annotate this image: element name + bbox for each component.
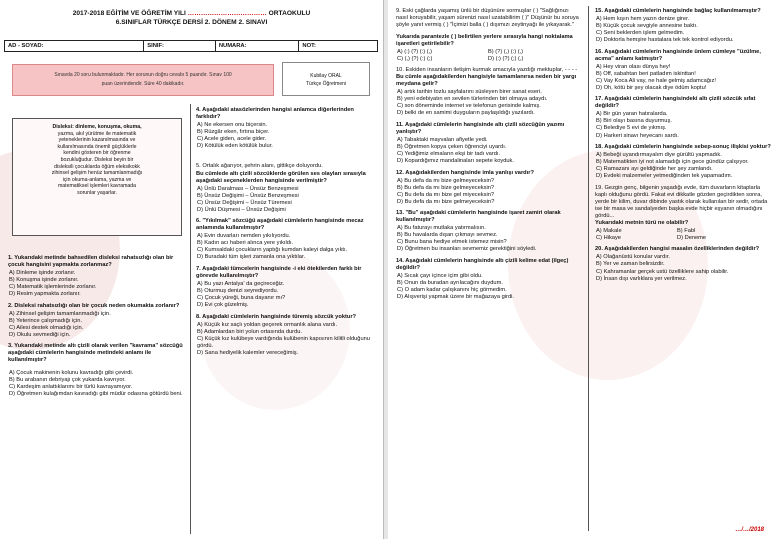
q3-option-a[interactable]: A) Çocuk makinenin kolunu kavradığı gibi çevirdi. [9, 369, 134, 376]
passage-line: kendini gösteren bir öğrenme [63, 150, 131, 157]
question-13: 13. "Bu" aşağıdaki cümlelerin hangisinde işaret zamiri olarak kullanılmıştır? [396, 210, 561, 224]
q18-option-c[interactable]: C) Ramazanı ayı geldiğinde her şey zamlandı. [596, 166, 713, 173]
q17-option-b[interactable]: B) Biri olayı basına duyurmuş. [596, 118, 672, 125]
question-20: 20. Aşağıdakilerden hangisi masalın özelliklerinden değildir? [595, 246, 760, 253]
exam-page-1 [0, 0, 384, 539]
instructions-box [12, 64, 274, 96]
q9-option-b[interactable]: B) (?) (,) (:) (,) [488, 48, 524, 55]
q19-option-b[interactable]: B) Fabl [677, 227, 696, 234]
passage-line: zihinsel gelişim henüz tamamlanmadığı [51, 170, 143, 177]
school-year: 2017-2018 EĞİTİM VE ÖĞRETİM YILI [72, 10, 186, 17]
school-name-blank: ……………………………… [187, 10, 267, 17]
instructions-line2: puan üzerindendir. Süre 40 dakikadır. [101, 81, 185, 87]
q1-option-a[interactable]: A) Dinleme işinde zorlanır. [9, 270, 76, 277]
q14-option-a[interactable]: A) Sıcak çayı içince içim gibi oldu. [397, 272, 483, 279]
question-1: 1. Yukarıdaki metinde bahsedilen disleksi rahatsızlığı olan bir çocuk hangisini yapmakta zorlanmaz? [8, 255, 174, 269]
q6-option-d[interactable]: D) Buradaki tüm işleri zamanla ona yıktılar. [197, 254, 306, 261]
q10-option-a[interactable]: A) artık tarihin tozlu sayfalarını süsleyen birer sanat eseri. [397, 89, 542, 96]
q7-option-b[interactable]: B) Oturmuş denizi seyrediyordu. [197, 287, 279, 294]
q19-option-a[interactable]: A) Makale [596, 227, 622, 234]
student-info-row [4, 40, 378, 52]
q7-option-d[interactable]: D) Evi çok güzelmiş. [197, 302, 249, 309]
number-field[interactable]: NUMARA: [216, 41, 300, 51]
q19-option-d[interactable]: D) Deneme [677, 234, 707, 241]
teacher-name: Kubilay ORAL [310, 73, 342, 79]
question-18: 18. Aşağıdaki cümlelerin hangisinde sebep-sonuç ilişkisi yoktur? [595, 143, 771, 150]
q17-option-c[interactable]: C) Belediye 5 evi de yıkmış. [596, 125, 667, 132]
q15-option-c[interactable]: C) Seni beklerden işlem gelmedim. [596, 30, 685, 37]
q17-option-d[interactable]: D) Harkeri sinavı heyecanı sardı. [596, 132, 679, 139]
question-19: Yukarıdaki metnin türü ne olabilir? [595, 219, 689, 226]
q12-option-a[interactable]: A) Bu defa da mı bize gelmeyeceksin? [397, 177, 495, 184]
q5-option-b[interactable]: B) Ünsüz Değişimi – Ünsüz Benzeşmesi [197, 192, 299, 199]
q4-option-a[interactable]: A) Ne ekersen onu biçersin. [197, 122, 268, 129]
question-10-intro: 10. Eskiden insanların iletişim kurmak amacıyla yazdığı mektuplar, - - - - [396, 67, 578, 74]
q18-option-b[interactable]: B) Matematikten iyi not alamadığı için gece gündüz çalışıyor. [596, 159, 749, 166]
q20-option-b[interactable]: B) Yer ve zaman belirsizdir. [596, 261, 665, 268]
passage-line: Disleksi: dinleme, konuşma, okuma, [52, 124, 142, 130]
question-15: 15. Aşağıdaki cümlelerin hangisinde bağlaç kullanılmamıştır? [595, 8, 761, 14]
q16-option-d[interactable]: D) Oh, kötü bir şey olacak diye ödüm koptu! [596, 84, 707, 91]
q6-option-c[interactable]: C) Kumsaldaki çocukların yaptığı kumdan kaleyi dalga yıktı. [197, 247, 348, 254]
question-14: 14. Aşağıdaki cümlelerin hangisinde altı çizili kelime edat (ilgeç) değildir? [396, 257, 569, 271]
questions-column-left [396, 8, 582, 301]
exam-page-2 [388, 0, 778, 539]
q16-option-b[interactable]: B) Off, sabahtan beri patladım iskinttan! [596, 70, 696, 77]
class-field[interactable]: SINIF: [144, 41, 216, 51]
q4-option-b[interactable]: B) Rüzgâr eken, fırtına biçer. [197, 129, 270, 136]
questions-column-right [196, 107, 376, 357]
q13-option-c[interactable]: C) Bunu bana hediye etmek istemez misin? [397, 239, 507, 246]
q2-option-d[interactable]: D) Okulu sevmediği için. [9, 331, 71, 338]
q11-option-c[interactable]: C) Yediğimiz elmaların ekşi bir tadı vardı. [397, 151, 501, 158]
q5-option-a[interactable]: A) Ünlü Daralması – Ünsüz Benzeşmesi [197, 185, 299, 192]
questions-column-right [595, 8, 771, 283]
question-4: 4. Aşağıdaki atasözlerinden hangisi anlamca diğerlerinden farklıdır? [196, 107, 354, 121]
q14-option-d[interactable]: D) Alışverişi yapmak üzere bir mağazaya girdi. [397, 294, 514, 301]
question-3: 3. Yukarıdaki metinde altı çizili olarak verilen "kavrama" sözcüğü aşağıdaki cümlelerin hangisinde metindeki anlamı ile kullanılmıştır? [8, 343, 183, 364]
question-17: 17. Aşağıdaki cümlelerin hangisindeki altı çizili sözcük sıfat değildir? [595, 96, 756, 110]
q8-option-c[interactable]: C) Küçük kız kulübeye vardığında kulübenin kapısının kilitli olduğunu gördü. [197, 335, 370, 349]
question-19-intro: 19. Gezgin genç, bilgenin yaşadığı evde, tüm duvarların kitaplarla kaplı olduğunu gördü. Fakat evi dikkatle gözden geçirdikten sonra, yerde bir kilim, duvar dibinde yastık olarak kullanılan bir sedir, ortada ise bir masa ve sandalyeden başka evde hiçbir eşyanın olmadığını gördü... [595, 184, 768, 219]
q18-option-d[interactable]: D) Evdeki malzemeler yetmediğinden tek yapamadım. [596, 173, 733, 180]
passage-line: yazma, akıl yürütme ile matematik [57, 130, 137, 137]
q14-option-c[interactable]: C) O adam kadar çalışkanını hiç görmedim. [397, 286, 507, 293]
q2-option-a[interactable]: A) Zihinsel gelişim tamamlanmadığı için. [9, 310, 111, 317]
instructions-line1: Sınavda 20 soru bulunmaktadır. Her sorunun doğru cevabı 5 puandır. Sınav 100 [54, 72, 232, 78]
q1-option-d[interactable]: D) Resim yapmakta zorlanır. [9, 291, 81, 298]
q2-option-c[interactable]: C) Ailesi destek olmadığı için. [9, 324, 84, 331]
q4-option-d[interactable]: D) Kötülük eden kötülük bulur. [197, 143, 273, 150]
question-12: 12. Aşağıdakilerden hangisinde imla yanlışı vardır? [396, 169, 534, 176]
q16-option-c[interactable]: C) Vay Koca Ali vay, ne hale gelmiş adamcağız! [596, 77, 716, 84]
q17-option-a[interactable]: A) Bir gün yaran hatıralarda. [596, 111, 668, 118]
q20-option-c[interactable]: C) Kahramanlar gerçek ustü özelliklere sahip olabilir. [596, 268, 729, 275]
q1-option-b[interactable]: B) Konuşma işinde zorlanır. [9, 277, 79, 284]
q13-option-a[interactable]: A) Bu faturayı mutlaka yatırmalısın. [397, 225, 486, 232]
question-2: 2. Disleksi rahatsızlığı olan bir çocuk neden okumakta zorlanır? [8, 302, 180, 309]
q11-option-a[interactable]: A) Tabaktaki mayvaları afiyetle yedi. [397, 136, 488, 143]
q19-options-row1 [595, 228, 771, 235]
q9-options-row2 [396, 56, 582, 63]
passage-line: disleksili çocuklarda öğüm eleksikokk [54, 163, 140, 170]
reading-passage [12, 118, 182, 236]
q3-option-c[interactable]: C) Kardeşim anlattıklarımı bir türlü kavrayamıyor. [9, 383, 133, 390]
passage-line: matematiksel işlemleri kavramada [57, 183, 137, 190]
q6-option-b[interactable]: B) Kadın acı haberi alınca yere yıkıldı. [197, 240, 294, 247]
q19-options-row2 [595, 235, 771, 242]
q12-option-c[interactable]: C) Bu defa da mı bize gel miyeceksin? [397, 191, 495, 198]
q8-option-d[interactable]: D) Sana hediyelik kalemler vereceğimiş. [197, 349, 299, 356]
q13-option-b[interactable]: B) Bu havalarda dışarı çıkmayı sevmez. [397, 232, 498, 239]
passage-line: için okuma-anlama, yazma ve [62, 176, 132, 183]
column-divider [588, 6, 589, 531]
q12-option-b[interactable]: B) Bu defa da mı bize gelmeyeceksin? [397, 184, 495, 191]
q15-option-a[interactable]: A) Hem kışın hem yazın denize girer. [596, 16, 690, 23]
question-7: 7. Aşağıdaki tümcelerin hangisinde -i eki ötekilerden farklı bir görevde kullanılmıştır? [196, 265, 362, 279]
q15-option-b[interactable]: B) Küçük çocuk sevgiyle annesine baktı. [596, 23, 698, 30]
school-type: ORTAOKULU [268, 10, 311, 17]
q9-option-d[interactable]: D) (:) (?) (;) (,) [488, 55, 524, 62]
q10-option-b[interactable]: B) yeni edebiyatın en sevilen türlerinden biri olmaya adaydı. [397, 96, 548, 103]
q13-option-d[interactable]: D) Öğretmen bu insanları sevmemiz gerektiğini söyledi. [397, 246, 537, 253]
exam-title-line2: 6.SINIFLAR TÜRKÇE DERSİ 2. DÖNEM 2. SINAVI [115, 19, 268, 26]
q2-option-b[interactable]: B) Yeterince çalışmadığı için. [9, 317, 83, 324]
q1-option-c[interactable]: C) Matematik işlemlerinde zorlanır. [9, 284, 97, 291]
q15-option-d[interactable]: D) Doktorla hemşire hastalara tek tek kontrol ediyordu. [596, 37, 734, 44]
q5-option-d[interactable]: D) Ünlü Düşmesi – Ünsüz Değişimi [197, 206, 286, 213]
q5-option-c[interactable]: C) Ünsüz Değişimi – Ünsüz Türemesi [197, 199, 292, 206]
question-16: 16. Aşağıdaki cümlelerin hangisinde ünlem cümleye "üzülme, acıma" anlamı katmıştır? [595, 48, 761, 62]
q18-option-a[interactable]: A) Bebeği uyandırmayalım diye gürültü yapmadık. [596, 152, 722, 159]
q10-option-d[interactable]: D) belki de en samimi duyguların paylaşıldığı yazılardı. [397, 110, 535, 117]
q8-option-a[interactable]: A) Küçük kız saçlı yoldan geçerek ormanlık alana vardı. [197, 321, 338, 328]
q4-option-c[interactable]: C) Acele giden, acele gider. [197, 136, 267, 143]
passage-line: yeteneklerinin kazanılmasında ve [58, 137, 136, 144]
question-9: Yukarıda parantezle ( ) belirtilen yerlere sırasıyla hangi noktalama işaretleri getirilebilir? [396, 33, 573, 47]
q7-option-c[interactable]: C) Çocuk yüreği, buna dayanır mı? [197, 295, 286, 302]
q19-option-c[interactable]: C) Hikaye [596, 234, 621, 241]
q9-option-a[interactable]: A) (:) (?) (:) (,) [397, 48, 433, 55]
q8-option-b[interactable]: B) Adamlardan biri yolun ortasında durdu. [197, 328, 302, 335]
q12-option-d[interactable]: D) Bu defa da mı bize gelmeyeceksin? [397, 198, 495, 205]
q3-option-d[interactable]: D) Öğretmen kulağımdan kavradığı gibi müdür odasına götürdü beni. [9, 390, 183, 397]
teacher-title: Türkçe Öğretmeni [305, 81, 346, 87]
exam-title-line1 [0, 9, 383, 18]
passage-line: kullanılmasında önemli güçlüklerle [57, 143, 137, 150]
passage-line: sorunlar yaşarlar. [77, 189, 117, 196]
q9-option-c[interactable]: C) (,) (?) (:) (;) [397, 55, 433, 62]
q20-option-a[interactable]: A) Olağanüstü konular vardır. [596, 254, 670, 261]
question-9-intro: 9. Eski çağlarda yaşamış ünlü bir düşünüre sormuşlar ( ) "Sağlığınızı nasıl koruyabilir, yaşam sürenizi nasıl uzatabilirim ( )" Düşünür bu soruya şöyle yanıt vermiş ( ) "İçimizi balla ( ) dışımızı zeytinyağı ile yıkayarak." [396, 8, 579, 29]
name-field[interactable]: AD - SOYAD: [5, 41, 144, 51]
question-5: Bu cümlede altı çizili sözcüklerde görülen ses olayları sırasıyla aşağıdaki seçeneklerden hangisinde verilmiştir? [196, 170, 366, 184]
exam-date: …/…/2018 [735, 527, 764, 533]
q14-option-b[interactable]: B) Onun da buradan ayrılacağını duydum. [397, 279, 503, 286]
q10-option-c[interactable]: C) son döneminde internet ve telefonun gerisinde kalmış. [397, 103, 541, 110]
grade-field[interactable]: NOT: [302, 43, 316, 49]
q3-option-b[interactable]: B) Bu arabanın debriyajı çok yukarda kavrıyor. [9, 376, 126, 383]
q11-option-d[interactable]: D) Kopardığımız mandalinaları sepete koyduk. [397, 158, 514, 165]
question-8: 8. Aşağıdaki cümlelerin hangisinde türemiş sözcük yoktur? [196, 313, 357, 320]
passage-line: bozukluğudur. Disleksi beyin bir [60, 156, 134, 163]
question-10: Bu cümle aşağıdakilerden hangisiyle tamamlanırsa neden bir yargı meydana gelir? [396, 74, 577, 88]
question-6: 6. "Yıkılmak" sözcüğü aşağıdaki cümlelerin hangisinde mecaz anlamında kullanılmıştır? [196, 218, 364, 232]
question-5-intro: 5. Ortalık ağarıyor, şehrin alanı, gittikçe doluyordu. [196, 163, 323, 170]
teacher-box [282, 62, 370, 96]
q6-option-a[interactable]: A) Evin duvarları nemden yıkılıyordu. [197, 233, 291, 240]
column-divider [190, 104, 191, 534]
q16-option-a[interactable]: A) Hey viran olası dünya hey! [596, 63, 671, 70]
questions-column-left [8, 255, 186, 398]
question-11: 11. Aşağıdaki cümlelerin hangisinde altı çizili sözcüğün yazımı yanlıştır? [396, 121, 565, 135]
q9-options-row1 [396, 49, 582, 56]
q11-option-b[interactable]: B) Öğretmen kopya çeken öğrenciyi uyardı. [397, 143, 507, 150]
q20-option-d[interactable]: D) İnsan dışı varlıklara yer verilmez. [596, 275, 687, 282]
q7-option-a[interactable]: A) Bu yazı Antalya' da geçireceğiz. [197, 280, 285, 287]
